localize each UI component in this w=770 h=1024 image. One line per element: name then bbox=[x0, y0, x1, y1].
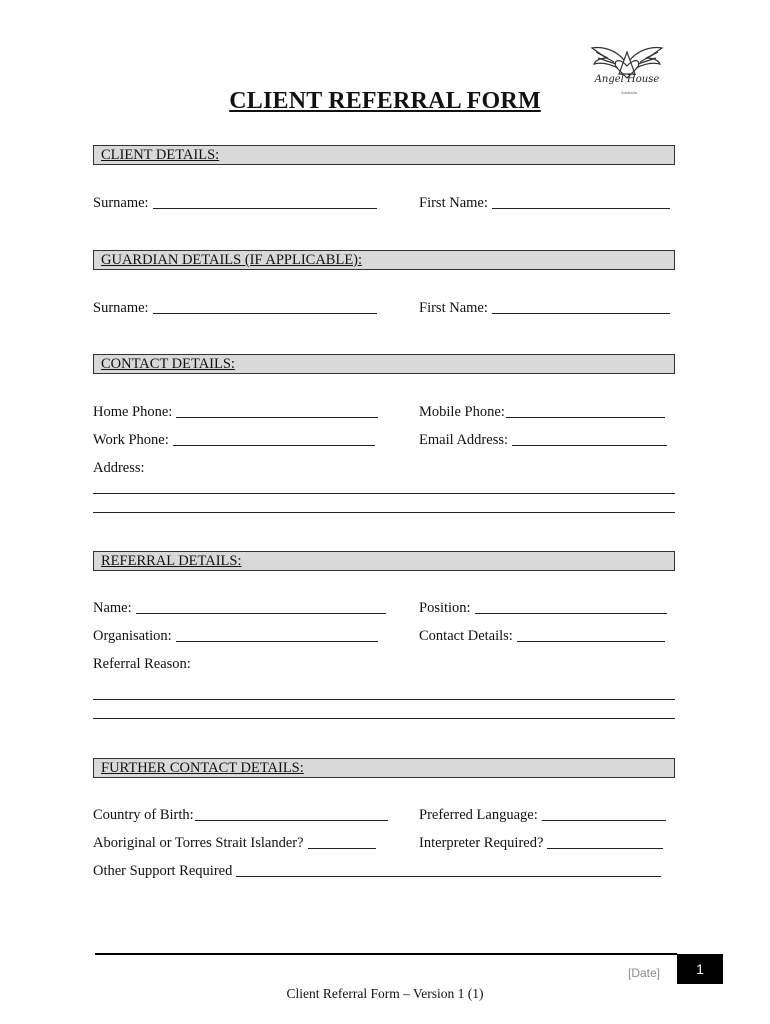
field-label: Interpreter Required? bbox=[419, 835, 544, 851]
fill-line bbox=[173, 444, 375, 446]
section-title: GUARDIAN DETAILS (IF APPLICABLE): bbox=[101, 252, 363, 268]
field-label: Address: bbox=[93, 460, 145, 476]
fill-line bbox=[195, 819, 388, 821]
email-address-field[interactable] bbox=[419, 432, 667, 449]
fill-line bbox=[176, 640, 378, 642]
field-label: Preferred Language: bbox=[419, 807, 538, 823]
fill-line bbox=[236, 875, 661, 877]
referrer-position-field[interactable] bbox=[419, 600, 667, 617]
field-label: Referral Reason: bbox=[93, 656, 191, 672]
section-title: CONTACT DETAILS: bbox=[101, 356, 235, 372]
field-label: Surname: bbox=[93, 300, 149, 316]
fill-line bbox=[492, 312, 670, 314]
home-phone-field[interactable] bbox=[93, 404, 378, 421]
preferred-language-field[interactable] bbox=[419, 807, 666, 824]
fill-line bbox=[153, 207, 377, 209]
referrer-name-field[interactable] bbox=[93, 600, 386, 617]
field-label: Position: bbox=[419, 600, 471, 616]
aboriginal-torres-strait-field[interactable] bbox=[93, 835, 376, 852]
section-header-referral-details bbox=[93, 551, 675, 571]
section-header-guardian-details bbox=[93, 250, 675, 270]
address-label bbox=[93, 460, 145, 477]
fill-line bbox=[136, 612, 386, 614]
fill-line bbox=[547, 847, 663, 849]
fill-line bbox=[542, 819, 666, 821]
fill-line bbox=[153, 312, 377, 314]
section-header-contact-details bbox=[93, 354, 675, 374]
address-line-2[interactable] bbox=[93, 512, 675, 513]
client-first-name-field[interactable] bbox=[419, 195, 670, 212]
footer-date-placeholder: [Date] bbox=[628, 966, 661, 980]
fill-line bbox=[492, 207, 670, 209]
interpreter-required-field[interactable] bbox=[419, 835, 663, 852]
section-title: REFERRAL DETAILS: bbox=[101, 553, 242, 569]
section-title: CLIENT DETAILS: bbox=[101, 147, 220, 163]
footer-rule bbox=[95, 953, 677, 955]
fill-line bbox=[506, 416, 665, 418]
field-label: Other Support Required bbox=[93, 863, 233, 879]
footer-text: Client Referral Form – Version 1 (1) bbox=[286, 986, 484, 1001]
referral-reason-line-1[interactable] bbox=[93, 699, 675, 700]
field-label: Aboriginal or Torres Strait Islander? bbox=[93, 835, 304, 851]
fill-line bbox=[176, 416, 378, 418]
logo-subtext: Australia bbox=[621, 91, 637, 95]
field-label: Surname: bbox=[93, 195, 149, 211]
field-label: First Name: bbox=[419, 195, 488, 211]
country-of-birth-field[interactable] bbox=[93, 807, 388, 824]
work-phone-field[interactable] bbox=[93, 432, 375, 449]
page-number: 1 bbox=[677, 954, 723, 984]
field-label: Country of Birth: bbox=[93, 807, 194, 823]
field-label: Contact Details: bbox=[419, 628, 513, 644]
referrer-contact-details-field[interactable] bbox=[419, 628, 665, 645]
mobile-phone-field[interactable] bbox=[419, 404, 665, 421]
fill-line bbox=[475, 612, 667, 614]
address-line-1[interactable] bbox=[93, 493, 675, 494]
referral-reason-line-2[interactable] bbox=[93, 718, 675, 719]
field-label: Name: bbox=[93, 600, 132, 616]
logo-text: Angel House bbox=[594, 74, 660, 85]
guardian-surname-field[interactable] bbox=[93, 300, 377, 317]
guardian-first-name-field[interactable] bbox=[419, 300, 670, 317]
form-title: CLIENT REFERRAL FORM bbox=[229, 88, 541, 114]
organisation-field[interactable] bbox=[93, 628, 378, 645]
client-surname-field[interactable] bbox=[93, 195, 377, 212]
other-support-field[interactable] bbox=[93, 863, 661, 880]
field-label: Home Phone: bbox=[93, 404, 173, 420]
field-label: First Name: bbox=[419, 300, 488, 316]
fill-line bbox=[517, 640, 665, 642]
fill-line bbox=[512, 444, 667, 446]
section-header-further-contact-details bbox=[93, 758, 675, 778]
field-label: Mobile Phone: bbox=[419, 404, 505, 420]
field-label: Email Address: bbox=[419, 432, 509, 448]
referral-reason-label bbox=[93, 656, 191, 673]
fill-line bbox=[308, 847, 376, 849]
field-label: Work Phone: bbox=[93, 432, 169, 448]
section-title: FURTHER CONTACT DETAILS: bbox=[101, 760, 304, 776]
section-header-client-details bbox=[93, 145, 675, 165]
field-label: Organisation: bbox=[93, 628, 172, 644]
